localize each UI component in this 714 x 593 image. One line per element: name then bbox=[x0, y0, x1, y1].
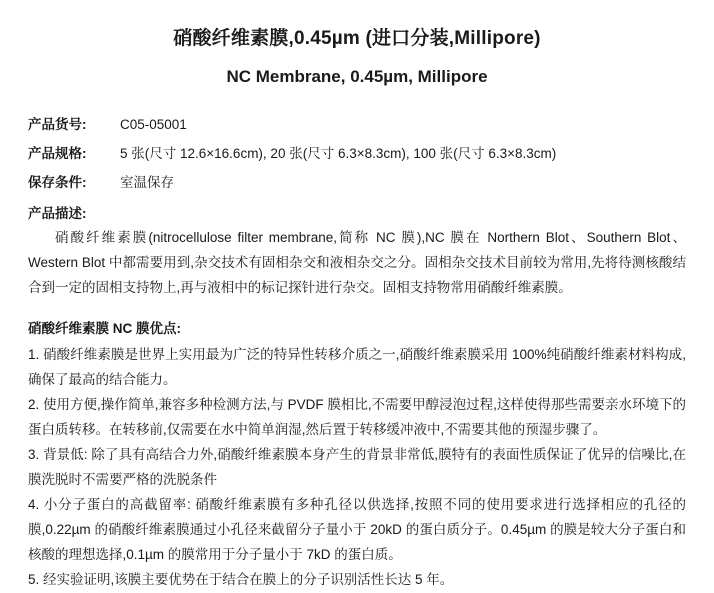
advantage-item-4: 4. 小分子蛋白的高截留率: 硝酸纤维素膜有多种孔径以供选择,按照不同的使用要求进行选择相应的孔径的膜,0.22µm 的硝酸纤维素膜通过小孔径来截留分子量小于 20kD 的蛋白质分子。0.45µm 的膜是较大分子蛋白和核酸的理想选择,0.1µm 的膜常用于分子量小于 7kD 的蛋白质。 bbox=[28, 497, 686, 562]
page-title-chinese: 硝酸纤维素膜,0.45µm (进口分装,Millipore) bbox=[173, 28, 541, 49]
spec-value-storage-condition: 室温保存 bbox=[120, 175, 174, 191]
product-spec-table bbox=[28, 115, 686, 194]
advantage-item-3: 3. 背景低: 除了具有高结合力外,硝酸纤维素膜本身产生的背景非常低,膜特有的表面性质保证了优异的信噪比,在膜洗脱时不需要严格的洗脱条件 bbox=[28, 447, 686, 488]
page-title-english: NC Membrane, 0.45µm, Millipore bbox=[226, 66, 488, 86]
spec-value-package-size: 5 张(尺寸 12.6×16.6cm), 20 张(尺寸 6.3×8.3cm), 100 张(尺寸 6.3×8.3cm) bbox=[120, 145, 557, 161]
spec-label-catalog-number: 产品货号: bbox=[28, 116, 87, 132]
spec-value-catalog-number: C05-05001 bbox=[120, 116, 187, 132]
advantage-item-1: 1. 硝酸纤维素膜是世界上实用最为广泛的特异性转移介质之一,硝酸纤维素膜采用 100%纯硝酸纤维素材料构成,确保了最高的结合能力。 bbox=[28, 347, 686, 388]
spec-row-storage-condition bbox=[28, 173, 686, 193]
advantage-item-2: 2. 使用方便,操作简单,兼容多种检测方法,与 PVDF 膜相比,不需要甲醇浸泡过程,这样使得那些需要亲水环境下的蛋白质转移。在转移前,仅需要在水中简单润湿,然后置于转移缓冲液中,不需要其他的预湿步骤了。 bbox=[28, 397, 686, 438]
spec-row-package-size bbox=[28, 144, 686, 164]
spec-label-storage-condition: 保存条件: bbox=[28, 175, 87, 191]
spec-label-package-size: 产品规格: bbox=[28, 145, 87, 161]
advantages-heading: 硝酸纤维素膜 NC 膜优点: bbox=[28, 321, 181, 337]
advantage-item-5: 5. 经实验证明,该膜主要优势在于结合在膜上的分子识别活性长达 5 年。 bbox=[28, 571, 454, 587]
spec-row-catalog-number bbox=[28, 115, 686, 135]
description-heading: 产品描述: bbox=[28, 206, 87, 222]
description-paragraph: 硝酸纤维素膜(nitrocellulose filter membrane,简称 NC 膜),NC 膜在 Northern Blot、Southern Blot、Western Blot 中都需要用到,杂交技术有固相杂交和液相杂交之分。固相杂交技术目前较为常用,先将待测核酸结合到一定的固相支持物上,再与液相中的标记探针进行杂交。固相支持物常用硝酸纤维素膜。 bbox=[28, 230, 686, 296]
